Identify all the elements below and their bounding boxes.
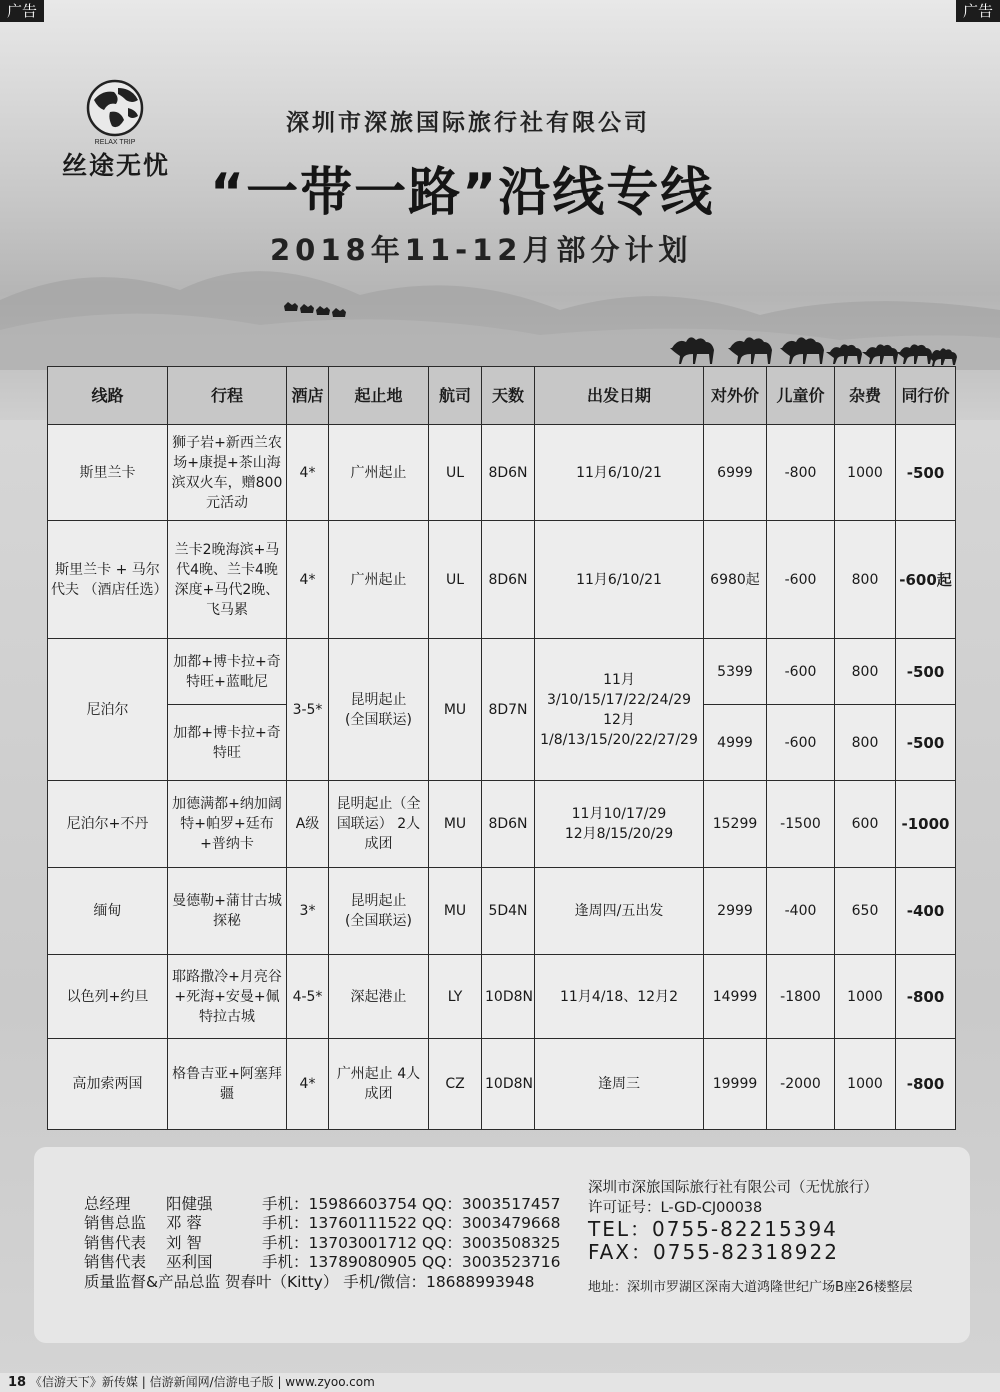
- cell-airline: MU: [429, 781, 482, 868]
- cell-start-end: 广州起止 4人成团: [329, 1039, 429, 1130]
- cell-child-price: -1500: [767, 781, 835, 868]
- cell-itinerary: 耶路撒冷+月亮谷+死海+安曼+佩特拉古城: [168, 955, 287, 1039]
- cell-route: 尼泊尔+不丹: [48, 781, 168, 868]
- cell-child-price: -2000: [767, 1039, 835, 1130]
- cell-airline: CZ: [429, 1039, 482, 1130]
- cell-route: 斯里兰卡: [48, 425, 168, 521]
- cell-peer-price: -800: [896, 1039, 956, 1130]
- cell-price: 6999: [704, 425, 767, 521]
- cell-peer-price: -500: [896, 425, 956, 521]
- cell-dates: 11月 3/10/15/17/22/24/29 12月 1/8/13/15/20/22/27/29: [535, 639, 704, 781]
- header-days: 天数: [482, 367, 535, 425]
- table-header-row: [48, 367, 956, 425]
- cell-dates: 11月4/18、12月2: [535, 955, 704, 1039]
- staff-row: [84, 1214, 572, 1233]
- cell-itinerary: 加德满都+纳加阔特+帕罗+廷布+普纳卡: [168, 781, 287, 868]
- staff-role: 销售代表: [84, 1253, 147, 1272]
- cell-fees: 600: [835, 781, 896, 868]
- cell-itinerary: 加都+博卡拉+奇特旺+蓝毗尼: [168, 639, 287, 705]
- header-airline: 航司: [429, 367, 482, 425]
- ad-label-right: 广告: [956, 0, 1000, 22]
- staff-role: 总经理: [84, 1195, 131, 1213]
- table-row: [48, 521, 956, 639]
- cell-itinerary: 兰卡2晚海滨+马代4晚、兰卡4晚深度+马代2晚、飞马累: [168, 521, 287, 639]
- cell-itinerary: 加都+博卡拉+奇特旺: [168, 705, 287, 781]
- ad-label-left: 广告: [0, 0, 44, 22]
- cell-dates: 逢周三: [535, 1039, 704, 1130]
- table-row: [48, 955, 956, 1039]
- cell-dates: 11月6/10/21: [535, 425, 704, 521]
- cell-fees: 800: [835, 639, 896, 705]
- cell-route: 斯里兰卡 + 马尔代夫 （酒店任选）: [48, 521, 168, 639]
- cell-fees: 800: [835, 705, 896, 781]
- cell-price: 4999: [704, 705, 767, 781]
- footer-text: 《信游天下》新传媒 | 信游新闻网/信游电子版 | www.zyoo.com: [29, 1375, 375, 1389]
- cell-route: 高加索两国: [48, 1039, 168, 1130]
- cell-hotel: 3*: [287, 868, 329, 955]
- table-row: [48, 781, 956, 868]
- staff-name: 巫利国: [166, 1253, 213, 1272]
- table-row: [48, 639, 956, 705]
- cell-start-end: 昆明起止 (全国联运): [329, 639, 429, 781]
- header-route: 线路: [48, 367, 168, 425]
- cell-start-end: 昆明起止 (全国联运): [329, 868, 429, 955]
- page-title: “一带一路”沿线专线: [210, 163, 715, 223]
- cell-hotel: 4*: [287, 425, 329, 521]
- cell-child-price: -600: [767, 639, 835, 705]
- tour-plan-table: [47, 366, 956, 1130]
- slogan: 丝途无忧: [62, 151, 171, 180]
- cell-fees: 650: [835, 868, 896, 955]
- staff-phone: 手机：13760111522: [262, 1214, 417, 1233]
- staff-qq: QQ：3003523716: [422, 1253, 561, 1272]
- cell-hotel: 4*: [287, 1039, 329, 1130]
- fax: FAX：0755-82318922: [588, 1240, 839, 1264]
- cell-hotel: 4*: [287, 521, 329, 639]
- cell-peer-price: -600起: [896, 521, 956, 639]
- cell-fees: 800: [835, 521, 896, 639]
- cell-price: 14999: [704, 955, 767, 1039]
- cell-days: 10D8N: [482, 955, 535, 1039]
- cell-itinerary: 格鲁吉亚+阿塞拜疆: [168, 1039, 287, 1130]
- cell-price: 5399: [704, 639, 767, 705]
- staff-row: [84, 1253, 572, 1272]
- cell-fees: 1000: [835, 1039, 896, 1130]
- address: 地址：深圳市罗湖区深南大道鸿隆世纪广场B座26楼整层: [588, 1280, 913, 1295]
- logo-text: RELAX TRIP: [94, 139, 136, 146]
- cell-peer-price: -800: [896, 955, 956, 1039]
- cell-price: 6980起: [704, 521, 767, 639]
- staff-contacts: [84, 1195, 572, 1292]
- globe-logo-icon: [80, 78, 150, 148]
- header-itinerary: 行程: [168, 367, 287, 425]
- telephone: TEL：0755-82215394: [588, 1217, 838, 1241]
- cell-dates: 11月6/10/21: [535, 521, 704, 639]
- cell-price: 2999: [704, 868, 767, 955]
- cell-start-end: 昆明起止（全国联运） 2人成团: [329, 781, 429, 868]
- cell-start-end: 深起港止: [329, 955, 429, 1039]
- page-number: 18: [8, 1375, 27, 1390]
- cell-hotel: 4-5*: [287, 955, 329, 1039]
- cell-days: 5D4N: [482, 868, 535, 955]
- header-departure-dates: 出发日期: [535, 367, 704, 425]
- cell-dates: 11月10/17/29 12月8/15/20/29: [535, 781, 704, 868]
- license-number: 许可证号：L-GD-CJ00038: [588, 1200, 763, 1216]
- cell-days: 8D7N: [482, 639, 535, 781]
- cell-route: 尼泊尔: [48, 639, 168, 781]
- agency-name: 深圳市深旅国际旅行社有限公司（无忧旅行）: [588, 1180, 878, 1196]
- cell-start-end: 广州起止: [329, 521, 429, 639]
- staff-name: 邓 蓉: [166, 1214, 202, 1233]
- agency-info: [588, 1178, 912, 1298]
- cell-airline: MU: [429, 639, 482, 781]
- cell-price: 19999: [704, 1039, 767, 1130]
- staff-row: [84, 1234, 572, 1253]
- staff-qq: QQ：3003517457: [422, 1195, 561, 1213]
- desert-camel-illustration: [0, 240, 1000, 370]
- staff-qq: QQ：3003479668: [422, 1214, 561, 1233]
- header-hotel: 酒店: [287, 367, 329, 425]
- cell-peer-price: -500: [896, 705, 956, 781]
- cell-airline: UL: [429, 521, 482, 639]
- cell-days: 8D6N: [482, 425, 535, 521]
- table-row: [48, 1039, 956, 1130]
- company-name: 深圳市深旅国际旅行社有限公司: [286, 110, 650, 136]
- page-footer: [0, 1373, 1000, 1392]
- staff-phone: 手机：13703001712: [262, 1233, 417, 1252]
- cell-price: 15299: [704, 781, 767, 868]
- cell-itinerary: 曼德勒+蒲甘古城探秘: [168, 868, 287, 955]
- cell-days: 10D8N: [482, 1039, 535, 1130]
- staff-name: 刘 智: [166, 1233, 202, 1252]
- cell-dates: 逢周四/五出发: [535, 868, 704, 955]
- cell-fees: 1000: [835, 955, 896, 1039]
- cell-peer-price: -1000: [896, 781, 956, 868]
- cell-child-price: -600: [767, 705, 835, 781]
- table-row: [48, 868, 956, 955]
- staff-role: 销售代表: [84, 1233, 147, 1252]
- cell-itinerary: 狮子岩+新西兰农场+康提+茶山海滨双火车，赠800元活动: [168, 425, 287, 521]
- cell-fees: 1000: [835, 425, 896, 521]
- header-child-price: 儿童价: [767, 367, 835, 425]
- header-price: 对外价: [704, 367, 767, 425]
- cell-days: 8D6N: [482, 781, 535, 868]
- cell-route: 缅甸: [48, 868, 168, 955]
- cell-days: 8D6N: [482, 521, 535, 639]
- header-fees: 杂费: [835, 367, 896, 425]
- staff-role: 销售总监: [84, 1214, 147, 1233]
- cell-airline: MU: [429, 868, 482, 955]
- table-row: [48, 425, 956, 521]
- cell-child-price: -600: [767, 521, 835, 639]
- cell-airline: UL: [429, 425, 482, 521]
- cell-route: 以色列+约旦: [48, 955, 168, 1039]
- staff-name: 阳健强: [166, 1195, 213, 1213]
- cell-peer-price: -400: [896, 868, 956, 955]
- cell-hotel: 3-5*: [287, 639, 329, 781]
- cell-child-price: -800: [767, 425, 835, 521]
- header-peer-price: 同行价: [896, 367, 956, 425]
- cell-hotel: A级: [287, 781, 329, 868]
- cell-start-end: 广州起止: [329, 425, 429, 521]
- staff-phone: 手机：13789080905: [262, 1253, 417, 1272]
- cell-child-price: -400: [767, 868, 835, 955]
- staff-phone: 手机：15986603754: [262, 1195, 417, 1213]
- quality-director-line: 质量监督&产品总监 贺春叶（Kitty） 手机/微信：18688993948: [84, 1272, 535, 1291]
- staff-qq: QQ：3003508325: [422, 1233, 561, 1252]
- cell-child-price: -1800: [767, 955, 835, 1039]
- staff-row: [84, 1195, 572, 1214]
- header-start-end: 起止地: [329, 367, 429, 425]
- cell-peer-price: -500: [896, 639, 956, 705]
- cell-airline: LY: [429, 955, 482, 1039]
- plan-subtitle: 2018年11-12月部分计划: [270, 233, 693, 267]
